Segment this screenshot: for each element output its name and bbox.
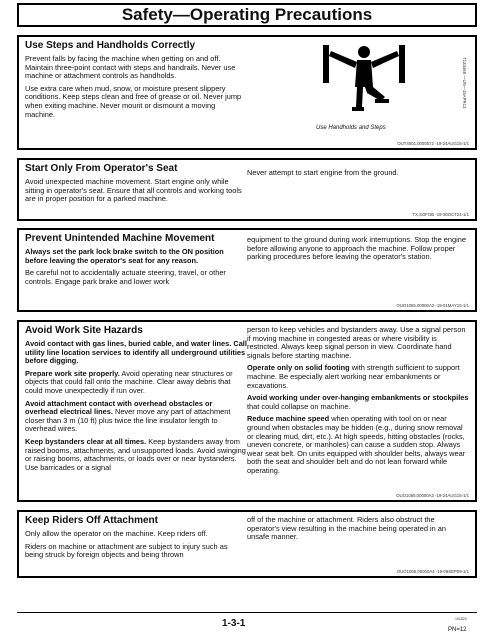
paragraph: Avoid working under over-hanging embankments or stockpiles that could collapse on machine. (247, 393, 469, 411)
section-text-right (247, 169, 469, 182)
section-title: Start Only From Operator's Seat (25, 163, 178, 174)
reference-code: OUO1065,00000A2 -19-01MAY15-1/1 (396, 303, 469, 308)
paragraph: equipment to the ground during work interruptions. Stop the engine before allowing anyone to approach the machine. Follow proper parking procedures before leaving the operator's station. (247, 235, 466, 262)
paragraph: Prevent falls by facing the machine when getting on and off. Maintain three-point contact with steps and handrails. Never use machine or attachment controls as handholds. (25, 54, 236, 81)
footer-code: 101820 (455, 617, 467, 621)
reference-code: OUT4001,0000572 -19-24AUG15-1/1 (397, 141, 469, 146)
figure-id: T133468 —UN—15APR13 (462, 57, 467, 109)
section-title: Use Steps and Handholds Correctly (25, 40, 196, 51)
section-text (25, 55, 247, 123)
section-unintended-movement (17, 228, 477, 312)
paragraph: Reduce machine speed when operating with tool on or near ground when obstacles may be hidden (e.g., during snow removal or clearing mud, dirt, etc.). At high speeds, hitting obstacles (rocks, uneven concrete, or manholes) can cause a sudden stop. Always wear seat belt. On units equipped with shoulder belts, always wear both the seat and shoulder belt and do not lean forward while operating. (247, 414, 466, 475)
paragraph: Be careful not to accidentally actuate steering, travel, or other controls. Engage park brake and lower work (25, 268, 226, 286)
section-text-right (247, 516, 469, 546)
paragraph: Keep bystanders clear at all times. Keep bystanders away from raised booms, attachments, and unsupported loads. Avoid swinging or raising booms, attachments, or loads over or near bystanders. Use barricades or a signal (25, 436, 246, 472)
paragraph: Never attempt to start engine from the ground. (247, 168, 399, 177)
section-text-right (247, 326, 469, 480)
paragraph: off of the machine or attachment. Riders also obstruct the operator's view resulting in the machine being operated in an unsafe manner. (247, 515, 447, 542)
lead-in: Operate only on solid footing (247, 363, 350, 373)
section-text-left (25, 530, 247, 564)
figure-caption: Use Handholds and Steps (316, 125, 386, 131)
lead-in: Prepare work site properly. (25, 368, 120, 378)
section-title: Prevent Unintended Machine Movement (25, 233, 215, 244)
section-text-left (25, 340, 247, 476)
lead-in: Reduce machine speed (247, 414, 330, 424)
section-keep-riders-off (17, 510, 477, 578)
paragraph: Riders on machine or attachment are subject to injury such as being struck by foreign objects and being thrown (25, 541, 228, 560)
section-title: Avoid Work Site Hazards (25, 325, 143, 336)
person-on-steps-figure (319, 43, 409, 125)
lead-in: Avoid working under over-hanging embankments or stockpiles (247, 393, 469, 403)
section-steps-handholds (17, 35, 477, 150)
section-work-site-hazards (17, 320, 477, 502)
section-title: Keep Riders Off Attachment (25, 515, 158, 526)
page-title: Safety—Operating Precautions (17, 3, 477, 27)
paragraph: person to keep vehicles and bystanders away. Use a signal person if moving machine in congested areas or where visibility is restricted. Always keep signal person in view. Coordinate hand signals before starting machine. (247, 325, 466, 360)
lead-in: Keep bystanders clear at all times. (25, 436, 147, 446)
reference-code: TX,SOFOB -19-30OCT24-1/1 (412, 212, 469, 217)
reference-code: OUO1065,00000A3 -19-24AUG15-1/1 (396, 493, 469, 498)
paragraph: Operate only on solid footing with strength sufficient to support machine. Be especially alert working near embankments or excavations. (247, 363, 460, 390)
section-text-left (25, 178, 247, 208)
paragraph: Only allow the operator on the machine. Keep riders off. (25, 529, 208, 538)
pn-label: PN=12 (448, 627, 467, 633)
reference-code: OUO1065,00000A4 -19-09SEP09-1/1 (396, 569, 469, 574)
paragraph-bold: Avoid contact with gas lines, buried cable, and water lines. Call utility line location services to identify all underground utilities before digging. (25, 339, 247, 366)
paragraph: Avoid attachment contact with overhead obstacles or overhead electrical lines. Never move any part of attachment closer than 3 m (10 ft) plus twice the line insulator length to overhead wires. (25, 398, 231, 434)
section-text-left (25, 248, 247, 290)
paragraph: Prepare work site properly. Avoid operating near structures or objects that could fall onto the machine. Clear away debris that could move unexpectedly if run over. (25, 368, 233, 395)
paragraph-bold: Always set the park lock brake switch to the ON position before leaving the operator's seat for any reason. (25, 247, 224, 265)
paragraph: Use extra care when mud, snow, or moisture present slippery conditions. Keep steps clean and free of grease or oil. Never jump when exiting machine. Never mount or dismount a moving machine. (25, 83, 242, 119)
section-start-from-seat (17, 158, 477, 221)
paragraph: Avoid unexpected machine movement. Start engine only while sitting in operator's seat. Ensure that all controls and working tools are in proper position for a parked machine. (25, 177, 242, 204)
section-text-right (247, 236, 469, 266)
page-number: 1-3-1 (222, 618, 246, 629)
lead-in: Avoid attachment contact with overhead obstacles or overhead electrical lines. (25, 398, 213, 417)
footer-divider (17, 612, 477, 613)
